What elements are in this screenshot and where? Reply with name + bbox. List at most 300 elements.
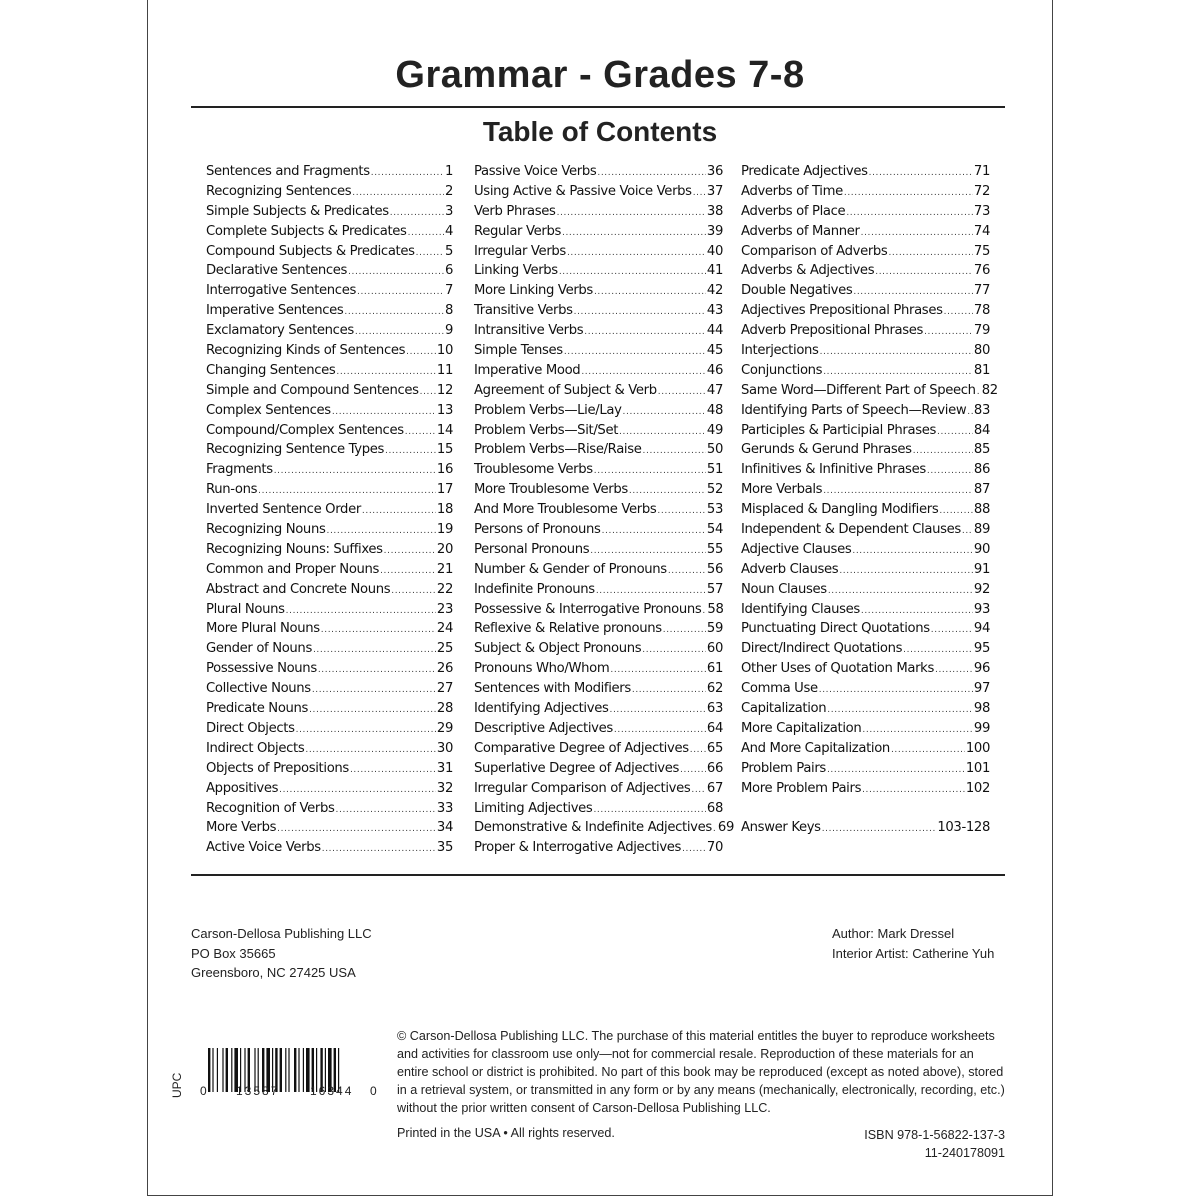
toc-entry — [741, 681, 990, 701]
toc-entry-title: Agreement of Subject & Verb — [474, 382, 657, 398]
toc-dot-leader — [861, 224, 973, 239]
toc-entry — [741, 462, 990, 482]
toc-entry-page: 27 — [436, 681, 453, 697]
toc-entry — [474, 224, 723, 244]
toc-entry-page: 40 — [706, 243, 723, 259]
toc-dot-leader — [391, 582, 436, 597]
toc-dot-leader — [581, 363, 706, 378]
toc-entry-title: Compound Subjects & Predicates — [206, 243, 415, 259]
toc-entry-title: Declarative Sentences — [206, 263, 348, 279]
toc-entry — [474, 562, 723, 582]
toc-dot-leader — [623, 403, 706, 418]
toc-entry-page: 63 — [706, 701, 723, 717]
toc-dot-leader — [336, 801, 436, 816]
toc-entry-title: Linking Verbs — [474, 263, 558, 279]
toc-entry-title: More Problem Pairs — [741, 780, 862, 796]
toc-entry-title: Predicate Nouns — [206, 701, 309, 717]
toc-entry-title: Interjections — [741, 343, 819, 359]
toc-spacer — [741, 801, 990, 821]
toc-entry — [741, 522, 990, 542]
toc-entry-title: Adverbs of Time — [741, 183, 843, 199]
toc-entry-title: Troublesome Verbs — [474, 462, 593, 478]
toc-entry-page: 83 — [973, 402, 990, 418]
toc-entry-page: 80 — [973, 343, 990, 359]
toc-entry-title: Complete Subjects & Predicates — [206, 223, 407, 239]
toc-dot-leader — [977, 383, 981, 398]
toc-dot-leader — [913, 442, 973, 457]
toc-entry-page: 58 — [707, 601, 724, 617]
toc-entry-title: Pronouns Who/Whom — [474, 661, 610, 677]
toc-dot-leader — [574, 303, 706, 318]
toc-entry-title: Common and Proper Nouns — [206, 561, 380, 577]
upc-group-1: 13587 — [236, 1084, 280, 1098]
toc-entry-title: Collective Nouns — [206, 681, 311, 697]
toc-entry — [206, 164, 453, 184]
toc-entry-title: Exclamatory Sentences — [206, 323, 354, 339]
toc-heading: Table of Contents — [482, 116, 718, 147]
toc-entry-title: Abstract and Concrete Nouns — [206, 581, 391, 597]
toc-entry-page: 100 — [965, 740, 990, 756]
publisher-name: Carson-Dellosa Publishing LLC — [191, 926, 372, 941]
toc-entry — [474, 840, 723, 860]
upc-label: UPC — [170, 1072, 184, 1098]
toc-entry-page: 21 — [436, 561, 453, 577]
toc-entry-title: Interrogative Sentences — [206, 283, 356, 299]
toc-dot-leader — [827, 701, 973, 716]
toc-entry-title: Irregular Verbs — [474, 243, 566, 259]
toc-dot-leader — [390, 204, 444, 219]
toc-entry-page: 68 — [706, 800, 723, 816]
toc-entry-page: 24 — [436, 621, 453, 637]
product-code: 11-240178091 — [924, 1146, 1005, 1160]
toc-entry — [474, 502, 723, 522]
toc-entry-page: 13 — [436, 402, 453, 418]
toc-entry-page: 45 — [706, 343, 723, 359]
toc-dot-leader — [321, 621, 436, 636]
toc-entry — [206, 204, 453, 224]
toc-entry-page: 31 — [436, 760, 453, 776]
toc-dot-leader — [939, 502, 973, 517]
toc-entry-page: 69 — [717, 820, 734, 836]
barcode-bar — [303, 1048, 304, 1092]
toc-entry — [206, 244, 453, 264]
toc-dot-leader — [559, 263, 706, 278]
toc-entry-page: 81 — [973, 362, 990, 378]
toc-entry-page: 60 — [706, 641, 723, 657]
toc-entry — [474, 283, 723, 303]
toc-entry — [474, 383, 723, 403]
toc-entry — [206, 721, 453, 741]
toc-entry — [741, 244, 990, 264]
toc-entry-page: 97 — [973, 681, 990, 697]
toc-dot-leader — [657, 502, 705, 517]
toc-dot-leader — [309, 701, 436, 716]
toc-entry-page: 95 — [973, 641, 990, 657]
toc-entry-page: 73 — [973, 203, 990, 219]
toc-entry — [741, 641, 990, 661]
toc-entry-title: Compound/Complex Sentences — [206, 422, 404, 438]
toc-entry-title: Adverb Prepositional Phrases — [741, 323, 924, 339]
toc-entry-title: Run-ons — [206, 482, 258, 498]
toc-entry — [206, 582, 453, 602]
toc-entry-title: Sentences with Modifiers — [474, 681, 631, 697]
toc-dot-leader — [258, 482, 436, 497]
toc-entry-page: 33 — [436, 800, 453, 816]
toc-entry-title: Problem Verbs—Rise/Raise — [474, 442, 642, 458]
toc-entry-page: 43 — [706, 303, 723, 319]
toc-entry-title: Problem Pairs — [741, 760, 826, 776]
toc-entry — [206, 542, 453, 562]
toc-entry-page: 56 — [706, 561, 723, 577]
toc-entry — [741, 482, 990, 502]
toc-entry-page: 38 — [706, 203, 723, 219]
toc-entry-title: Indirect Objects — [206, 740, 305, 756]
toc-entry-title: Recognition of Verbs — [206, 800, 335, 816]
toc-entry-title: Double Negatives — [741, 283, 853, 299]
toc-entry-page: 3 — [444, 203, 453, 219]
toc-entry-title: Misplaced & Dangling Modifiers — [741, 502, 939, 518]
toc-dot-leader — [875, 263, 973, 278]
toc-entry — [474, 602, 723, 622]
toc-entry-page: 26 — [436, 661, 453, 677]
toc-entry — [741, 323, 990, 343]
toc-entry-title: Direct/Indirect Quotations — [741, 641, 903, 657]
toc-dot-leader — [279, 781, 436, 796]
toc-entry-page: 65 — [706, 740, 723, 756]
toc-entry-title: Adverbs of Manner — [741, 223, 860, 239]
toc-entry-page: 39 — [706, 223, 723, 239]
toc-entry-answer-keys — [741, 820, 990, 840]
toc-dot-leader — [828, 582, 973, 597]
toc-entry-title: Adjectives Prepositional Phrases — [741, 303, 943, 319]
toc-dot-leader — [593, 801, 705, 816]
toc-dot-leader — [827, 761, 965, 776]
toc-entry — [206, 383, 453, 403]
toc-entry — [741, 781, 990, 801]
toc-entry — [741, 562, 990, 582]
toc-entry — [474, 164, 723, 184]
toc-entry — [741, 184, 990, 204]
toc-entry-title: Infinitives & Infinitive Phrases — [741, 462, 926, 478]
printed-in-usa: Printed in the USA • All rights reserved. — [397, 1126, 615, 1140]
toc-dot-leader — [844, 184, 973, 199]
toc-entry — [741, 442, 990, 462]
toc-bottom-divider — [191, 874, 1005, 876]
toc-entry-title: More Plural Nouns — [206, 621, 320, 637]
toc-entry-title: Recognizing Sentence Types — [206, 442, 385, 458]
toc-dot-leader — [371, 164, 444, 179]
toc-dot-leader — [823, 363, 973, 378]
toc-dot-leader — [305, 741, 436, 756]
toc-entry-page: 98 — [973, 701, 990, 717]
toc-dot-leader — [663, 621, 706, 636]
toc-entry-page: 36 — [706, 164, 723, 179]
toc-entry — [206, 343, 453, 363]
barcode-bar — [280, 1048, 282, 1092]
toc-dot-leader — [903, 641, 973, 656]
toc-entry-page: 59 — [706, 621, 723, 637]
toc-entry-title: Active Voice Verbs — [206, 840, 321, 856]
toc-entry-title: More Troublesome Verbs — [474, 482, 628, 498]
toc-entry-page: 25 — [436, 641, 453, 657]
toc-entry-title: More Verbals — [741, 482, 823, 498]
toc-entry-title: More Linking Verbs — [474, 283, 593, 299]
toc-entry — [206, 323, 453, 343]
toc-dot-leader — [632, 681, 706, 696]
toc-dot-leader — [839, 562, 973, 577]
toc-entry-title: Other Uses of Quotation Marks — [741, 661, 934, 677]
toc-dot-leader — [862, 721, 973, 736]
toc-entry-title: Persons of Pronouns — [474, 522, 601, 538]
toc-entry-title: Gender of Nouns — [206, 641, 312, 657]
toc-entry — [474, 303, 723, 323]
toc-entry-page: 42 — [706, 283, 723, 299]
toc-dot-leader — [350, 761, 436, 776]
toc-entry — [474, 761, 723, 781]
toc-entry-title: Simple Tenses — [474, 343, 563, 359]
toc-dot-leader — [862, 781, 965, 796]
toc-entry — [741, 263, 990, 283]
toc-entry — [741, 761, 990, 781]
toc-entry — [474, 462, 723, 482]
toc-dot-leader — [668, 562, 706, 577]
toc-entry-page: 14 — [436, 422, 453, 438]
isbn: ISBN 978-1-56822-137-3 — [864, 1128, 1005, 1142]
toc-entry-page: 103-128 — [937, 820, 990, 836]
toc-entry-page: 101 — [965, 760, 990, 776]
toc-entry-title: Demonstrative & Indefinite Adjectives — [474, 820, 712, 836]
barcode-bar — [285, 1048, 286, 1092]
toc-entry-page: 8 — [444, 303, 453, 319]
toc-entry-page: 1 — [444, 164, 453, 179]
barcode-bar — [212, 1048, 213, 1092]
toc-entry-page: 93 — [973, 601, 990, 617]
toc-entry-page: 85 — [973, 442, 990, 458]
toc-entry-title: Recognizing Sentences — [206, 183, 352, 199]
toc-entry-page: 89 — [973, 522, 990, 538]
toc-entry-page: 28 — [436, 701, 453, 717]
toc-entry — [206, 681, 453, 701]
toc-entry-title: Simple Subjects & Predicates — [206, 203, 389, 219]
toc-entry-page: 11 — [436, 362, 453, 378]
toc-dot-leader — [690, 741, 706, 756]
toc-entry-page: 57 — [706, 581, 723, 597]
barcode-bar — [294, 1048, 296, 1092]
toc-entry — [474, 263, 723, 283]
toc-entry-title: And More Troublesome Verbs — [474, 502, 657, 518]
toc-entry — [741, 582, 990, 602]
toc-entry-title: Direct Objects — [206, 720, 295, 736]
toc-entry-page: 78 — [973, 303, 990, 319]
toc-dot-leader — [927, 462, 973, 477]
toc-dot-leader — [967, 403, 973, 418]
toc-entry-title: Predicate Adjectives — [741, 164, 868, 179]
barcode-bar — [298, 1048, 299, 1092]
toc-entry-page: 79 — [973, 323, 990, 339]
toc-entry — [206, 224, 453, 244]
toc-entry-title: And More Capitalization — [741, 740, 890, 756]
toc-entry — [474, 363, 723, 383]
toc-dot-leader — [318, 661, 436, 676]
toc-dot-leader — [416, 244, 444, 259]
toc-entry — [206, 522, 453, 542]
toc-entry — [741, 283, 990, 303]
toc-dot-leader — [420, 383, 436, 398]
toc-entry-title: Personal Pronouns — [474, 541, 590, 557]
toc-entry-title: Adverbs of Place — [741, 203, 846, 219]
toc-entry-page: 17 — [436, 482, 453, 498]
book-back-cover — [147, 0, 1053, 1196]
toc-entry-page: 54 — [706, 522, 723, 538]
toc-entry-title: Answer Keys — [741, 820, 821, 836]
toc-dot-leader — [891, 741, 965, 756]
toc-entry — [206, 562, 453, 582]
toc-entry-title: Complex Sentences — [206, 402, 331, 418]
barcode-bar — [226, 1048, 228, 1092]
toc-entry — [474, 343, 723, 363]
toc-entry-title: Comma Use — [741, 681, 818, 697]
toc-entry-page: 4 — [444, 223, 453, 239]
toc-entry-title: Identifying Clauses — [741, 601, 860, 617]
toc-dot-leader — [944, 303, 973, 318]
toc-dot-leader — [869, 164, 973, 179]
toc-dot-leader — [277, 820, 436, 835]
toc-entry — [474, 403, 723, 423]
toc-entry — [741, 621, 990, 641]
toc-entry-page: 67 — [706, 780, 723, 796]
toc-entry — [741, 224, 990, 244]
toc-entry-page: 46 — [706, 362, 723, 378]
toc-dot-leader — [384, 542, 436, 557]
toc-column-1 — [206, 164, 453, 860]
toc-entry-title: Problem Verbs—Sit/Set — [474, 422, 619, 438]
toc-entry — [206, 263, 453, 283]
toc-dot-leader — [336, 363, 436, 378]
credits — [832, 924, 994, 963]
toc-entry-title: Conjunctions — [741, 362, 823, 378]
toc-entry-page: 41 — [706, 263, 723, 279]
toc-entry-page: 77 — [973, 283, 990, 299]
toc-entry — [474, 522, 723, 542]
toc-dot-leader — [286, 602, 436, 617]
toc-entry-page: 19 — [436, 522, 453, 538]
toc-entry-title: Simple and Compound Sentences — [206, 382, 419, 398]
toc-dot-leader — [406, 343, 436, 358]
toc-dot-leader — [385, 442, 436, 457]
toc-entry-page: 5 — [444, 243, 453, 259]
toc-entry-page: 76 — [973, 263, 990, 279]
toc-dot-leader — [597, 164, 706, 179]
toc-dot-leader — [567, 244, 706, 259]
toc-entry — [741, 542, 990, 562]
toc-entry-page: 49 — [706, 422, 723, 438]
barcode-bar — [222, 1048, 223, 1092]
toc-entry-title: Verb Phrases — [474, 203, 556, 219]
toc-dot-leader — [326, 522, 435, 537]
toc-entry-title: Independent & Dependent Clauses — [741, 522, 961, 538]
toc-entry-page: 52 — [706, 482, 723, 498]
toc-entry — [741, 701, 990, 721]
toc-entry — [474, 641, 723, 661]
toc-dot-leader — [962, 522, 973, 537]
toc-dot-leader — [691, 781, 706, 796]
toc-entry — [474, 701, 723, 721]
toc-dot-leader — [408, 224, 444, 239]
toc-entry — [474, 781, 723, 801]
toc-entry-title: Adjective Clauses — [741, 541, 852, 557]
toc-entry — [206, 482, 453, 502]
page-title: Grammar - Grades 7-8 — [395, 54, 805, 96]
toc-entry — [474, 661, 723, 681]
toc-entry — [206, 423, 453, 443]
toc-dot-leader — [924, 323, 973, 338]
upc-group-2: 16344 — [310, 1084, 354, 1098]
toc-entry-title: Regular Verbs — [474, 223, 561, 239]
toc-entry-page: 90 — [973, 541, 990, 557]
toc-entry — [741, 423, 990, 443]
toc-entry-page: 94 — [973, 621, 990, 637]
toc-dot-leader — [822, 820, 937, 835]
toc-entry — [474, 621, 723, 641]
toc-entry-title: Reflexive & Relative pronouns — [474, 621, 662, 637]
toc-entry-title: Indefinite Pronouns — [474, 581, 595, 597]
toc-dot-leader — [380, 562, 436, 577]
toc-entry-title: Appositives — [206, 780, 279, 796]
toc-dot-leader — [658, 383, 706, 398]
toc-entry-title: Adverbs & Adjectives — [741, 263, 875, 279]
toc-entry — [741, 602, 990, 622]
toc-entry — [741, 502, 990, 522]
toc-entry-page: 86 — [973, 462, 990, 478]
toc-entry — [741, 164, 990, 184]
toc-dot-leader — [937, 423, 973, 438]
toc-entry-title: Possessive & Interrogative Pronouns — [474, 601, 702, 617]
toc-entry-page: 20 — [436, 541, 453, 557]
toc-dot-leader — [682, 840, 706, 855]
toc-dot-leader — [680, 761, 706, 776]
toc-dot-leader — [562, 224, 706, 239]
toc-entry-title: Comparative Degree of Adjectives — [474, 740, 689, 756]
isbn-block — [864, 1126, 1005, 1162]
toc-entry-title: Adverb Clauses — [741, 561, 839, 577]
toc-entry-title: Problem Verbs—Lie/Lay — [474, 402, 622, 418]
toc-entry-title: Superlative Degree of Adjectives — [474, 760, 680, 776]
toc-dot-leader — [643, 442, 706, 457]
toc-entry-title: Possessive Nouns — [206, 661, 317, 677]
toc-entry-page: 70 — [706, 840, 723, 856]
toc-entry-page: 10 — [436, 343, 453, 359]
toc-entry-page: 55 — [706, 541, 723, 557]
toc-dot-leader — [888, 244, 972, 259]
toc-entry — [741, 204, 990, 224]
upc-digit-right: 0 — [370, 1084, 377, 1098]
toc-entry-title: Imperative Mood — [474, 362, 581, 378]
toc-dot-leader — [819, 681, 973, 696]
toc-entry-page: 50 — [706, 442, 723, 458]
toc-entry-page: 92 — [973, 581, 990, 597]
toc-dot-leader — [348, 263, 444, 278]
toc-dot-leader — [610, 661, 706, 676]
toc-dot-leader — [405, 423, 436, 438]
toc-entry — [206, 701, 453, 721]
toc-entry — [206, 403, 453, 423]
toc-entry — [741, 303, 990, 323]
toc-entry — [474, 820, 734, 840]
toc-entry-title: Recognizing Nouns — [206, 522, 326, 538]
author-credit: Author: Mark Dressel — [832, 926, 955, 941]
toc-entry — [206, 840, 453, 860]
toc-entry-page: 30 — [436, 740, 453, 756]
